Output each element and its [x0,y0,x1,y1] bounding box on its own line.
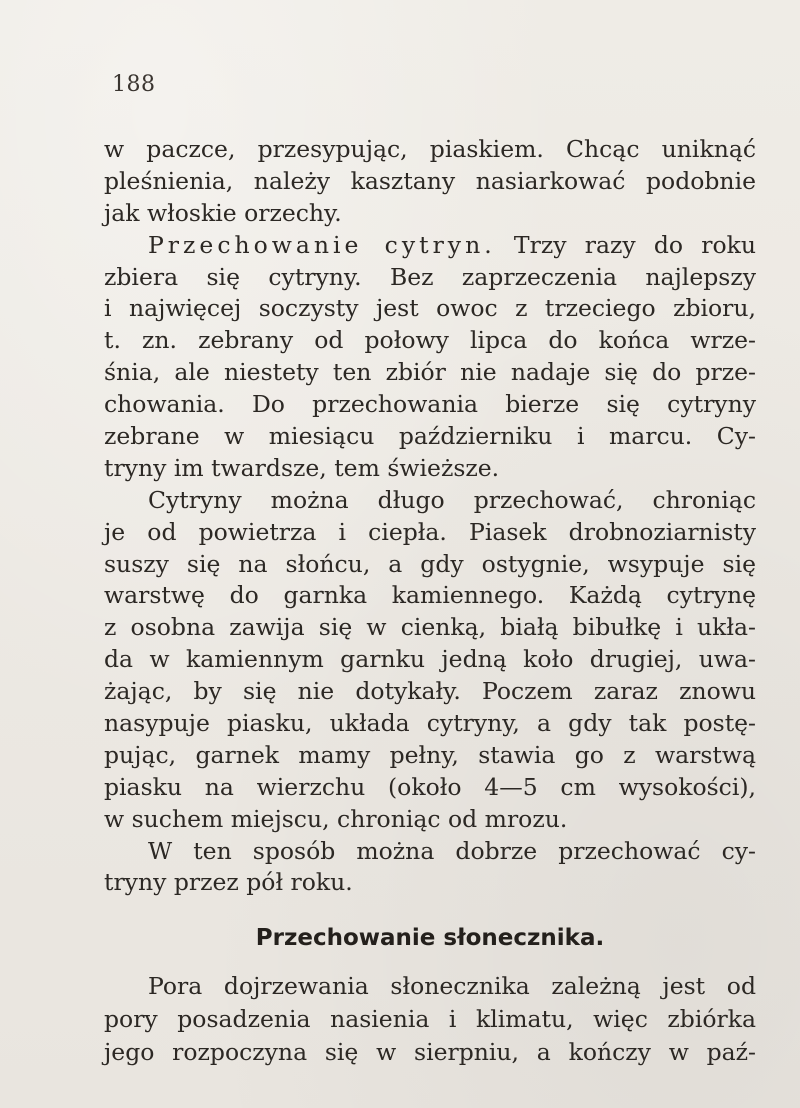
text-line: tryny im twardsze, tem świeższe. [104,453,500,482]
text-line: da w kamiennym garnku jedną koło drugiej, uwa- [104,645,756,674]
text-line: pory posadzenia nasienia i klimatu, więc zbiórka [104,1005,756,1033]
text-line [104,230,756,262]
text-line: W ten sposób można dobrze przechować cy- [148,836,756,865]
text-line: t. zn. zebrany od połowy lipca do końca wrze- [104,326,756,355]
text-line: zbiera się cytryny. Bez zaprzeczenia najlepszy [104,262,756,291]
text-line: nasypuje piasku, układa cytryny, a gdy tak postę- [104,709,756,738]
text-line: pując, garnek mamy pełny, stawia go z warstwą [104,740,756,769]
section-heading: Przechowanie słonecznika. [255,925,605,951]
inline-heading-cytryn: Przechowanie cytryn. [148,230,496,259]
text-line: Cytryny można długo przechować, chroniąc [148,485,756,514]
text-line: w suchem miejscu, chroniąc od mrozu. [104,804,568,833]
text-line: suszy się na słońcu, a gdy ostygnie, wsypuje się [104,549,756,578]
body-text [104,134,756,899]
text-line: z osobna zawija się w cienką, białą bibułkę i ukła- [104,613,756,642]
text-line: i najwięcej soczysty jest owoc z trzeciego zbioru, [104,294,756,323]
text-line: jego rozpoczyna się w sierpniu, a kończy w paź- [104,1038,756,1066]
text-line: zebrane w miesiącu październiku i marcu. Cy- [104,422,756,451]
page-number: 188 [112,72,156,97]
text-line: Pora dojrzewania słonecznika zależną jest od [148,972,756,1000]
text-line: chowania. Do przechowania bierze się cytryny [104,390,756,419]
text-line: śnia, ale niestety ten zbiór nie nadaje się do prze- [104,358,756,387]
text-line: pleśnienia, należy kasztany nasiarkować podobnie [104,166,756,195]
text-line: tryny przez pół roku. [104,868,353,897]
text-fragment: Trzy razy do roku [513,230,756,259]
text-line: je od powietrza i ciepła. Piasek drobnoziarnisty [104,517,756,546]
text-line: jak włoskie orzechy. [104,198,342,227]
text-line: żając, by się nie dotykały. Poczem zaraz znowu [104,677,756,706]
body-text-section [104,970,756,1069]
text-line: warstwę do garnka kamiennego. Każdą cytrynę [104,581,756,610]
text-line: piasku na wierzchu (około 4—5 cm wysokości), [104,772,756,801]
text-line: w paczce, przesypując, piaskiem. Chcąc uniknąć [104,135,756,163]
